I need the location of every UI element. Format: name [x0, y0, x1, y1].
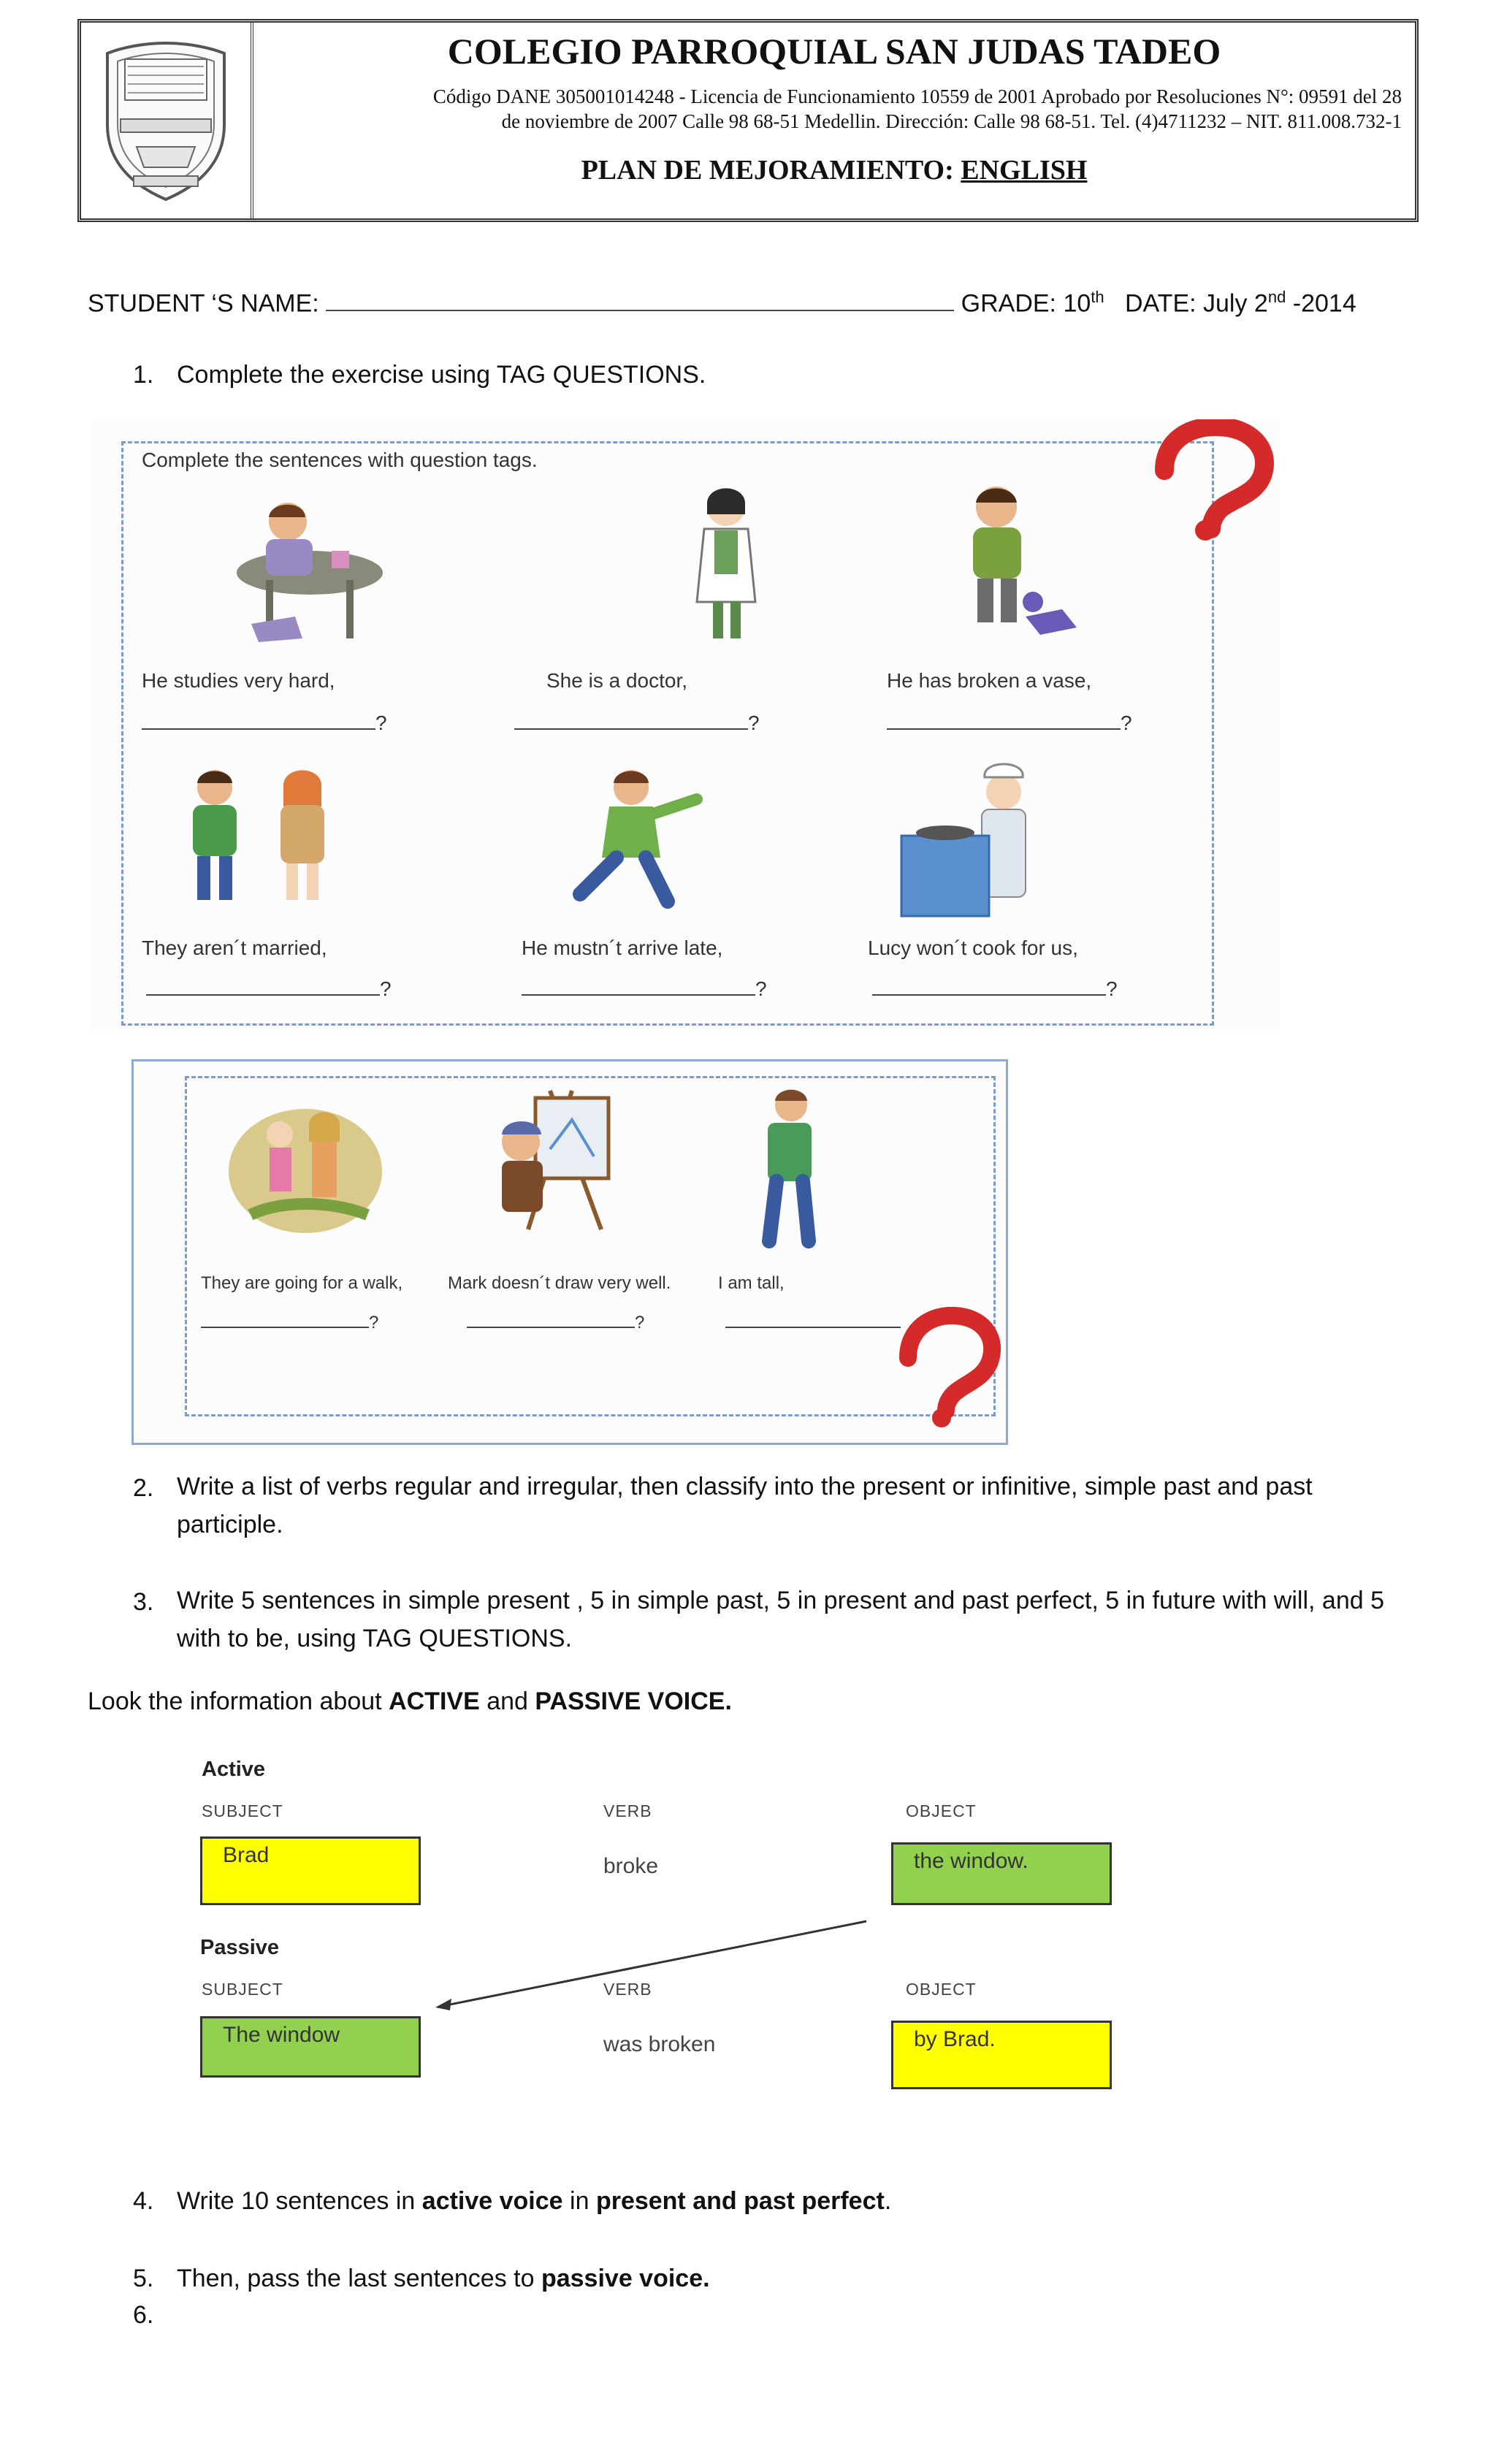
school-crest-logo — [93, 37, 239, 205]
exercise-2-answer-1[interactable]: ? — [201, 1313, 378, 1333]
passive-subject-box: The window — [200, 2016, 421, 2078]
exercise-1-answer-1[interactable]: ? — [142, 712, 387, 735]
item-5-number: 5. — [133, 2265, 154, 2292]
item-4-number: 4. — [133, 2187, 154, 2215]
info-prefix: Look the information about — [88, 1687, 389, 1715]
logo-cell — [81, 23, 253, 218]
student-line — [88, 288, 1356, 318]
info-active: ACTIVE — [389, 1687, 480, 1715]
voice-diagram — [175, 1746, 1125, 2111]
exercise-1-answer-4[interactable]: ? — [146, 977, 392, 1001]
item-5-text: Then, pass the last sentences to passive voice. — [177, 2265, 710, 2292]
exercise-1-sentence-5: He mustn´t arrive late, — [522, 937, 723, 959]
school-info-line-2: de noviembre de 2007 Calle 98 68-51 Medellin. Dirección: Calle 98 68-51. Tel. (4)4711232 – NIT. 811.008.732-1 — [501, 110, 1402, 132]
exercise-1-sentence-1: He studies very hard, — [142, 669, 335, 692]
exercise-2-answer-3[interactable] — [725, 1313, 901, 1333]
couple-illustration — [164, 763, 354, 909]
item-2-number: 2. — [133, 1474, 154, 1502]
question-mark-icon-2 — [886, 1307, 1003, 1431]
active-verb: broke — [603, 1854, 659, 1878]
item-1-number: 1. — [133, 361, 154, 389]
woman-doctor-illustration — [675, 478, 777, 646]
student-name-field[interactable] — [326, 309, 954, 311]
school-info-line-1: Código DANE 305001014248 - Licencia de Funcionamiento 10559 de 2001 Aprobado por Resoluciones N°: 09591 del 28 — [432, 85, 1402, 107]
exercise-1-answer-5[interactable]: ? — [522, 977, 767, 1001]
family-walk-illustration — [221, 1091, 389, 1237]
passive-verb-label: VERB — [603, 1980, 652, 1999]
exercise-1-panel — [91, 419, 1280, 1030]
plan-title — [253, 154, 1415, 186]
active-subject-box: Brad — [200, 1836, 421, 1905]
exercise-1-answer-6[interactable]: ? — [872, 977, 1118, 1001]
plan-subject: ENGLISH — [961, 155, 1088, 186]
info-passive: PASSIVE VOICE. — [535, 1687, 732, 1715]
item-1-text: Complete the exercise using TAG QUESTIONS. — [177, 361, 706, 389]
item-2-text: Write a list of verbs regular and irregular, then classify into the present or infinitive, simple past and past participle. — [177, 1473, 1313, 1538]
exercise-1-sentence-3: He has broken a vase, — [887, 669, 1092, 692]
active-object-label: OBJECT — [906, 1801, 977, 1820]
date-year: -2014 — [1286, 289, 1356, 318]
item-3-number: 3. — [133, 1588, 154, 1616]
exercise-2-answer-2[interactable]: ? — [467, 1313, 644, 1333]
exercise-2-sentence-1: They are going for a walk, — [201, 1273, 403, 1293]
student-name-label: STUDENT ‘S NAME: — [88, 289, 327, 318]
date-label: DATE: July 2 — [1124, 289, 1268, 318]
tall-man-illustration — [733, 1080, 835, 1248]
exercise-1-sentence-6: Lucy won´t cook for us, — [868, 937, 1078, 959]
school-header — [77, 19, 1419, 222]
info-and: and — [479, 1687, 535, 1715]
school-name: COLEGIO PARROQUIAL SAN JUDAS TADEO — [447, 31, 1221, 72]
man-running-illustration — [529, 763, 719, 909]
exercise-1-answer-3[interactable]: ? — [887, 712, 1132, 735]
item-4-text: Write 10 sentences in active voice in present and past perfect. — [177, 2187, 892, 2215]
exercise-2-panel — [131, 1059, 1008, 1445]
active-title: Active — [202, 1758, 266, 1781]
boy-broken-vase-illustration — [931, 478, 1091, 646]
passive-object-label: OBJECT — [906, 1980, 977, 1999]
passive-verb: was broken — [603, 2032, 716, 2056]
active-verb-label: VERB — [603, 1801, 652, 1820]
item-3-text: Write 5 sentences in simple present , 5 in simple past, 5 in present and past perfect, 5 in future with will, and 5 with to be, using TAG QUESTIONS. — [177, 1587, 1385, 1652]
exercise-1-sentence-4: They aren´t married, — [142, 937, 327, 959]
question-mark-icon — [1135, 419, 1274, 543]
boy-painting-illustration — [477, 1083, 623, 1244]
active-subject-label: SUBJECT — [202, 1801, 283, 1820]
passive-object-box: by Brad. — [891, 2021, 1112, 2089]
grade-sup: th — [1091, 288, 1104, 306]
boy-studying-illustration — [222, 492, 397, 646]
info-line — [88, 1687, 732, 1716]
exercise-2-sentence-2: Mark doesn´t draw very well. — [448, 1273, 671, 1293]
exercise-1-answer-2[interactable]: ? — [514, 712, 760, 735]
exercise-2-sentence-3: I am tall, — [718, 1273, 785, 1293]
exercise-1-caption: Complete the sentences with question tags. — [142, 449, 538, 471]
plan-prefix: PLAN DE MEJORAMIENTO: — [581, 155, 961, 186]
passive-subject-label: SUBJECT — [202, 1980, 283, 1999]
grade-label: GRADE: 10 — [961, 289, 1091, 318]
exercise-1-sentence-2: She is a doctor, — [546, 669, 688, 692]
active-object-box: the window. — [891, 1842, 1112, 1905]
date-sup: nd — [1267, 288, 1286, 306]
chef-cooking-illustration — [894, 755, 1055, 931]
item-6-number: 6. — [133, 2301, 154, 2329]
passive-title: Passive — [200, 1936, 280, 1959]
